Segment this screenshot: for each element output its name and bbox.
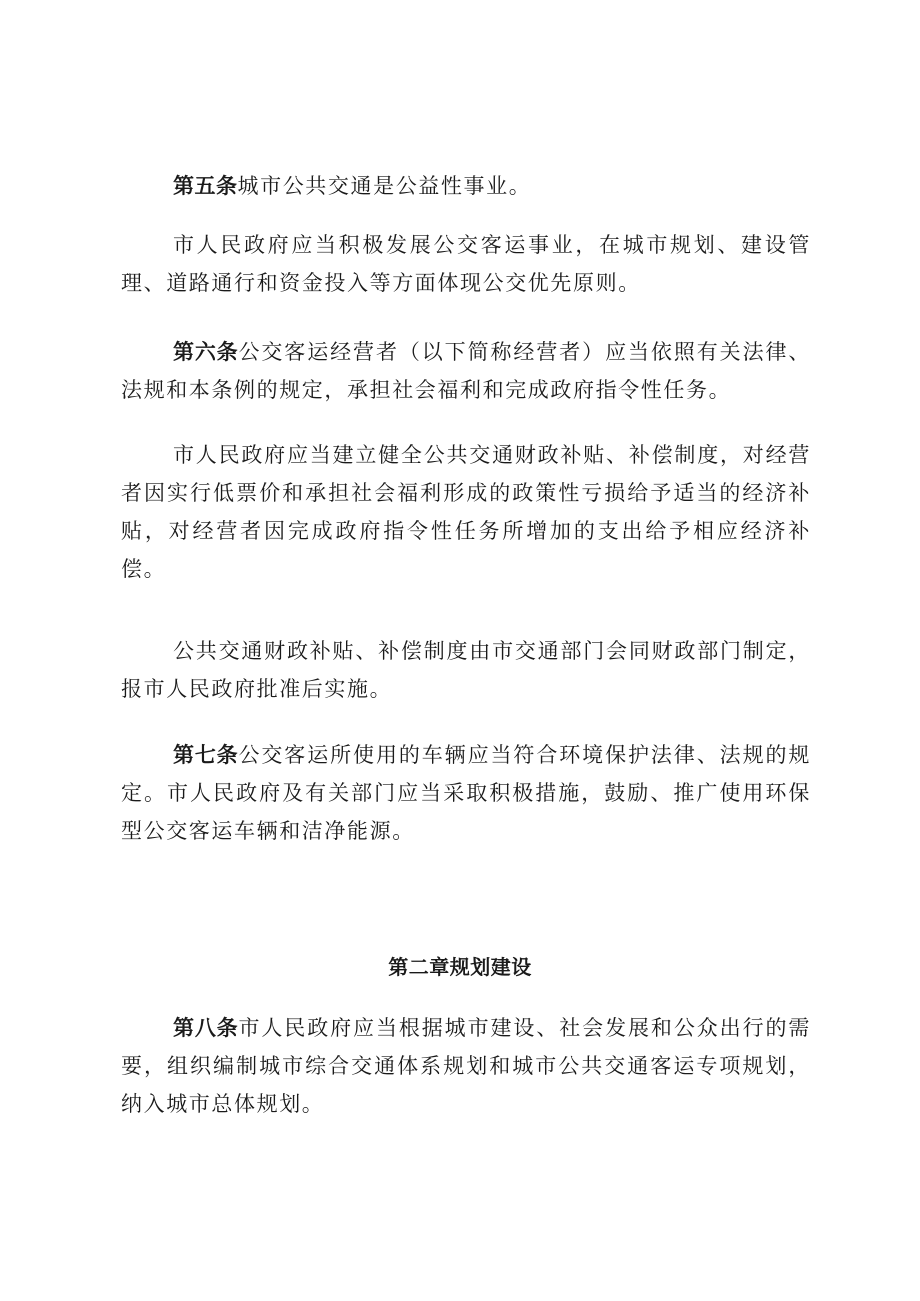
article-6-label: 第六条	[173, 340, 239, 364]
article-6-text: 公交客运经营者（以下简称经营者）应当依照有关法律、法规和本条例的规定，承担社会福利和完成政府指令性任务。	[121, 340, 812, 402]
article-5-paragraph-2: 市人民政府应当积极发展公交客运事业，在城市规划、建设管理、道路通行和资金投入等方面体现公交优先原则。	[121, 233, 811, 295]
article-6-paragraph-3: 公共交通财政补贴、补偿制度由市交通部门会同财政部门制定，报市人民政府批准后实施。	[121, 639, 811, 701]
article-7-label: 第七条	[173, 743, 239, 767]
article-8-label: 第八条	[173, 1016, 239, 1040]
article-7-paragraph	[121, 736, 811, 850]
chapter-2-heading: 第二章规划建设	[388, 955, 532, 979]
article-5-paragraph	[121, 167, 811, 205]
article-6-paragraph-2: 市人民政府应当建立健全公共交通财政补贴、补偿制度，对经营者因实行低票价和承担社会福利形成的政策性亏损给予适当的经济补贴，对经营者因完成政府指令性任务所增加的支出给予相应经济补偿。	[121, 443, 811, 581]
article-8-text: 市人民政府应当根据城市建设、社会发展和公众出行的需要，组织编制城市综合交通体系规划和城市公共交通客运专项规划，纳入城市总体规划。	[121, 1016, 812, 1116]
article-7-text: 公交客运所使用的车辆应当符合环境保护法律、法规的规定。市人民政府及有关部门应当采取积极措施，鼓励、推广使用环保型公交客运车辆和洁净能源。	[121, 743, 812, 843]
article-5-label: 第五条	[173, 174, 238, 198]
article-5-text: 城市公共交通是公益性事业。	[237, 174, 532, 198]
article-6-paragraph	[121, 333, 811, 409]
article-8-paragraph	[121, 1009, 811, 1123]
